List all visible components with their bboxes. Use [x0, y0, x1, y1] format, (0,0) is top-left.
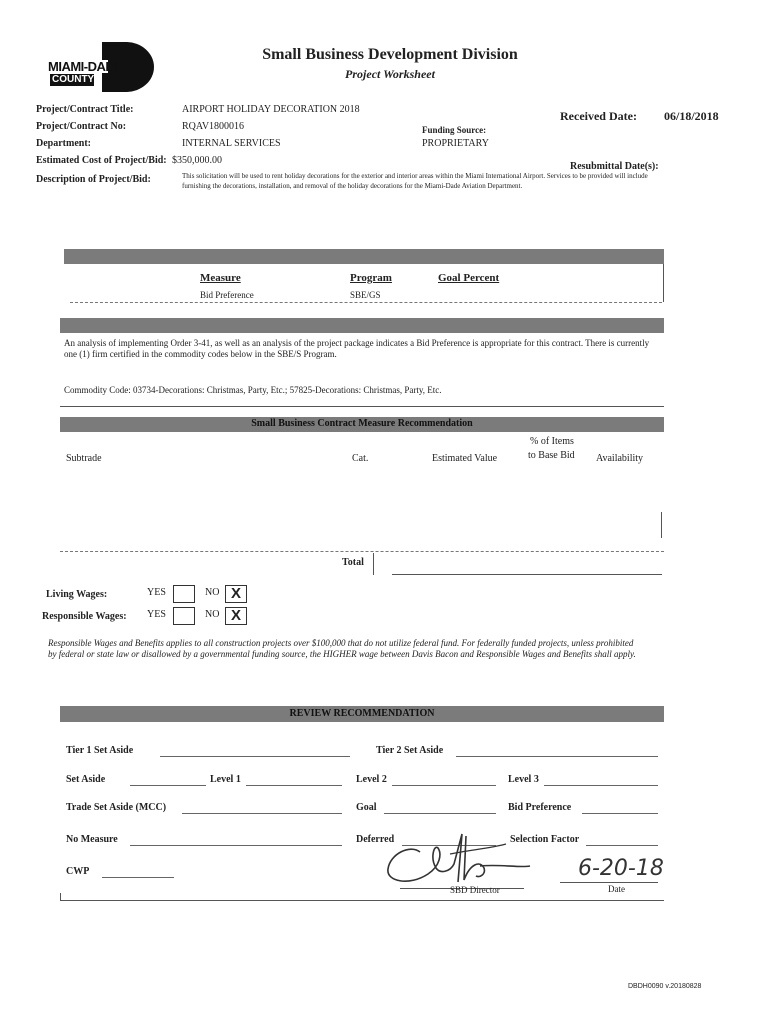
department-label: Department:: [36, 138, 91, 149]
level1-label: Level 1: [210, 774, 241, 785]
review-bottom-border: [60, 900, 664, 901]
review-left-border: [60, 893, 61, 901]
resubmittal-date-label: Resubmittal Date(s):: [570, 161, 659, 172]
analysis-header-bar: [60, 318, 664, 333]
measure-value: Bid Preference: [200, 290, 254, 300]
logo-text-line1: MIAMI-DADE: [48, 59, 123, 74]
percent-items-column-header-1: % of Items: [530, 436, 574, 447]
cwp-label: CWP: [66, 866, 90, 877]
no-measure-label: No Measure: [66, 834, 118, 845]
level2-line[interactable]: [392, 785, 496, 786]
living-wages-label: Living Wages:: [46, 589, 108, 600]
responsible-wages-yes-label: YES: [147, 609, 166, 620]
category-column-header: Cat.: [352, 453, 369, 464]
estimated-cost-value: $350,000.00: [172, 155, 222, 166]
level2-label: Level 2: [356, 774, 387, 785]
tier2-set-aside-label: Tier 2 Set Aside: [376, 745, 444, 756]
date-line: [560, 882, 658, 883]
responsible-wages-label: Responsible Wages:: [42, 611, 127, 622]
tier1-set-aside-label: Tier 1 Set Aside: [66, 745, 134, 756]
total-underline: [392, 574, 662, 575]
no-measure-line[interactable]: [130, 845, 342, 846]
recommendation-bar-title: Small Business Contract Measure Recommendation: [251, 418, 473, 429]
goal-label: Goal: [356, 802, 377, 813]
deferred-label: Deferred: [356, 834, 395, 845]
funding-source-label: Funding Source:: [422, 125, 487, 135]
set-aside-label: Set Aside: [66, 774, 106, 785]
bid-preference-label: Bid Preference: [508, 802, 572, 813]
level3-line[interactable]: [544, 785, 658, 786]
project-no-label: Project/Contract No:: [36, 121, 127, 132]
selection-factor-line[interactable]: [586, 845, 658, 846]
received-date-label: Received Date:: [560, 109, 637, 123]
selection-factor-label: Selection Factor: [510, 834, 580, 845]
funding-source-value: PROPRIETARY: [422, 138, 489, 149]
cwp-line[interactable]: [102, 877, 174, 878]
commodity-code-text: Commodity Code: 03734-Decorations: Christmas, Party, Etc.; 57825-Decorations: Christmas, Party, Etc.: [64, 385, 442, 395]
percent-items-column-header-2: to Base Bid: [528, 450, 575, 461]
responsible-wages-no-checkbox[interactable]: X: [225, 607, 247, 625]
level1-line[interactable]: [246, 785, 342, 786]
form-code: DBDH0090 v.20180828: [628, 983, 702, 990]
measure-column-header: Measure: [200, 272, 241, 284]
wages-note: Responsible Wages and Benefits applies to all construction projects over $100,000 that do not utilize federal fund. For federally funded projects, unless prohibited by federal or state law or disallowed by a governmental funding source, the HIGHER wage between Davis Bacon and Responsible Wages and Benefits shall apply.: [48, 638, 636, 659]
received-date-value: 06/18/2018: [664, 109, 719, 123]
tier2-set-aside-line[interactable]: [456, 756, 658, 757]
logo-text-line2: COUNTY: [52, 74, 95, 85]
director-signature-icon: [380, 824, 550, 894]
estimated-value-column-header: Estimated Value: [432, 453, 498, 464]
recommendation-right-border: [661, 512, 662, 538]
measures-divider: [70, 302, 662, 303]
total-label: Total: [342, 557, 364, 568]
signature-date-value: 6-20-18: [578, 856, 664, 881]
estimated-cost-label: Estimated Cost of Project/Bid:: [36, 155, 167, 166]
program-column-header: Program: [350, 272, 392, 284]
goal-percent-column-header: Goal Percent: [438, 272, 500, 284]
level3-label: Level 3: [508, 774, 539, 785]
program-value: SBE/GS: [350, 290, 381, 300]
description-label: Description of Project/Bid:: [36, 174, 151, 185]
living-wages-no-checkbox[interactable]: X: [225, 585, 247, 603]
date-label: Date: [608, 884, 625, 894]
description-value: This solicitation will be used to rent holiday decorations for the exterior and interior areas within the Miami International Airport. Services to be provided will include furnishing the decorations, installation, and removal of the holiday decorations for the Miami-Dade Aviation Department.: [182, 172, 648, 190]
availability-column-header: Availability: [596, 453, 644, 464]
total-separator: [373, 553, 374, 575]
recommendation-divider: [60, 551, 664, 552]
analysis-text: An analysis of implementing Order 3-41, as well as an analysis of the project package indicates a Bid Preference is appropriate for this contract. There is currently one (1) firm certified in the commodity codes below in the SBE/S Program.: [64, 338, 650, 359]
goal-line[interactable]: [384, 813, 496, 814]
project-title-label: Project/Contract Title:: [36, 104, 134, 115]
trade-set-aside-label: Trade Set Aside (MCC): [66, 802, 167, 813]
page-subtitle: Project Worksheet: [345, 67, 435, 81]
responsible-wages-no-label: NO: [205, 609, 220, 620]
living-wages-yes-label: YES: [147, 587, 166, 598]
trade-set-aside-line[interactable]: [182, 813, 342, 814]
project-no-value: RQAV1800016: [182, 121, 245, 132]
page-title: Small Business Development Division: [262, 46, 518, 63]
analysis-divider: [60, 406, 664, 407]
director-label: SBD Director: [450, 885, 500, 895]
measures-header-bar: [64, 249, 664, 264]
department-value: INTERNAL SERVICES: [182, 138, 281, 149]
responsible-wages-yes-checkbox[interactable]: [173, 607, 195, 625]
living-wages-yes-checkbox[interactable]: [173, 585, 195, 603]
bid-preference-line[interactable]: [582, 813, 658, 814]
tier1-set-aside-line[interactable]: [160, 756, 350, 757]
review-bar-title: REVIEW RECOMMENDATION: [289, 708, 435, 719]
measures-right-border: [663, 264, 664, 302]
subtrade-column-header: Subtrade: [66, 453, 102, 464]
project-title-value: AIRPORT HOLIDAY DECORATION 2018: [182, 104, 360, 115]
living-wages-no-label: NO: [205, 587, 220, 598]
set-aside-line[interactable]: [130, 785, 206, 786]
